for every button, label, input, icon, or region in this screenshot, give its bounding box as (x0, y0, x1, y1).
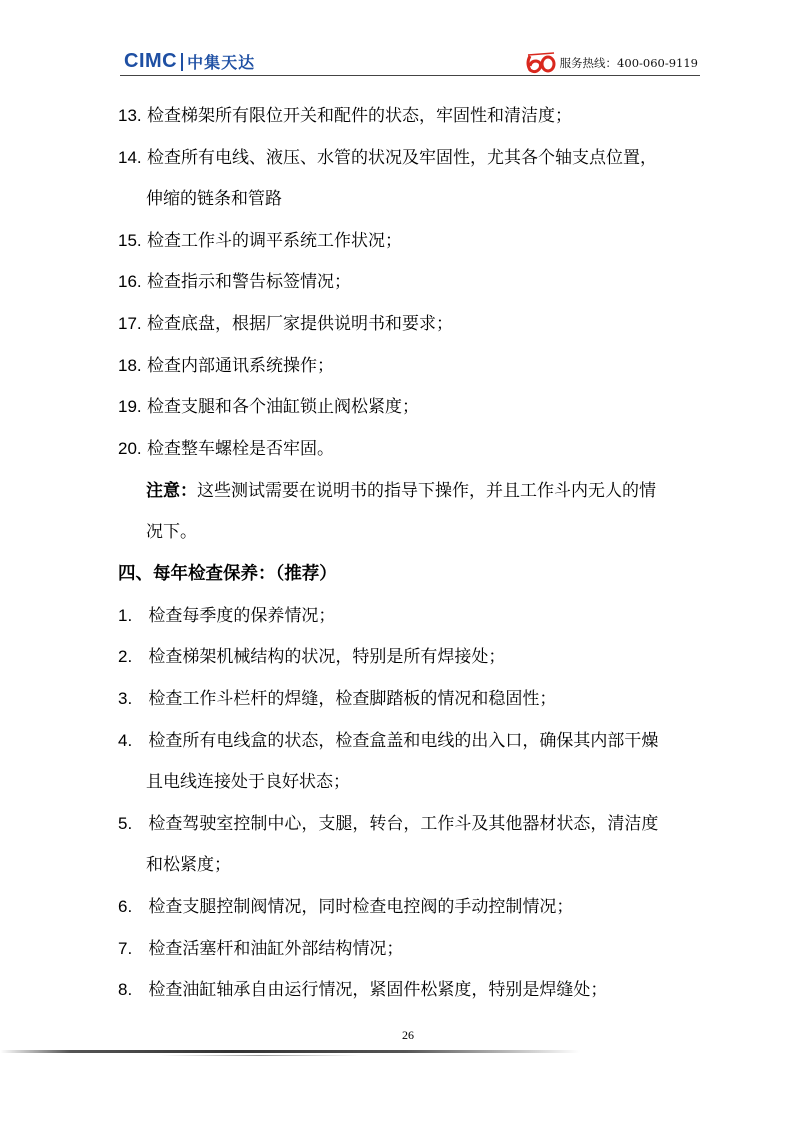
list-item: 19. 检查支腿和各个油缸锁止阀松紧度； (118, 397, 420, 417)
note-paragraph: 注意：这些测试需要在说明书的指导下操作，并且工作斗内无人的情 (146, 481, 656, 501)
page-header (120, 46, 700, 76)
logo-chinese-text: 中集天达 (187, 53, 256, 72)
logo-latin-text: CIMC (124, 50, 178, 72)
list-item: 13. 检查梯架所有限位开关和配件的状态，牢固性和清洁度； (118, 106, 573, 126)
header-divider (120, 75, 700, 76)
list-item: 18. 检查内部通讯系统操作； (118, 356, 335, 376)
footer-divider (0, 1050, 580, 1053)
note-label: 注意： (146, 481, 197, 501)
list-item-continuation: 伸缩的链条和管路 (146, 189, 282, 209)
list-item: 3. 检查工作斗栏杆的焊缝，检查脚踏板的情况和稳固性； (118, 689, 557, 709)
list-item: 6. 检查支腿控制阀情况，同时检查电控阀的手动控制情况； (118, 897, 574, 917)
section-heading: 四、每年检查保养：（推荐） (118, 564, 337, 584)
list-item: 17. 检查底盘，根据厂家提供说明书和要求； (118, 314, 454, 334)
list-item: 1. 检查每季度的保养情况； (118, 606, 336, 626)
service-hotline (524, 52, 698, 74)
cimc-logo (124, 50, 255, 73)
list-item: 20. 检查整车螺栓是否牢固。 (118, 439, 335, 459)
list-item: 5. 检查驾驶室控制中心，支腿，转台，工作斗及其他器材状态，清洁度 (118, 814, 659, 834)
list-item: 4. 检查所有电线盒的状态，检查盒盖和电线的出入口，确保其内部干燥 (118, 731, 659, 751)
page-number: 26 (402, 1028, 414, 1042)
list-item: 7. 检查活塞杆和油缸外部结构情况； (118, 939, 404, 959)
sixty-anniversary-icon (524, 52, 558, 74)
logo-separator (181, 53, 183, 71)
list-item: 16. 检查指示和警告标签情况； (118, 272, 352, 292)
list-item: 14. 检查所有电线、液压、水管的状况及牢固性，尤其各个轴支点位置， (118, 148, 658, 168)
note-continuation: 况下。 (146, 522, 197, 542)
hotline-text: 服务热线：400-060-9119 (559, 56, 698, 70)
list-item-continuation: 且电线连接处于良好状态； (146, 772, 350, 792)
list-item: 8. 检查油缸轴承自由运行情况，紧固件松紧度，特别是焊缝处； (118, 980, 608, 1000)
footer-divider-shadow (160, 1055, 360, 1056)
list-item: 15. 检查工作斗的调平系统工作状况； (118, 231, 403, 251)
list-item: 2. 检查梯架机械结构的状况，特别是所有焊接处； (118, 647, 506, 667)
list-item-continuation: 和松紧度； (146, 855, 231, 875)
